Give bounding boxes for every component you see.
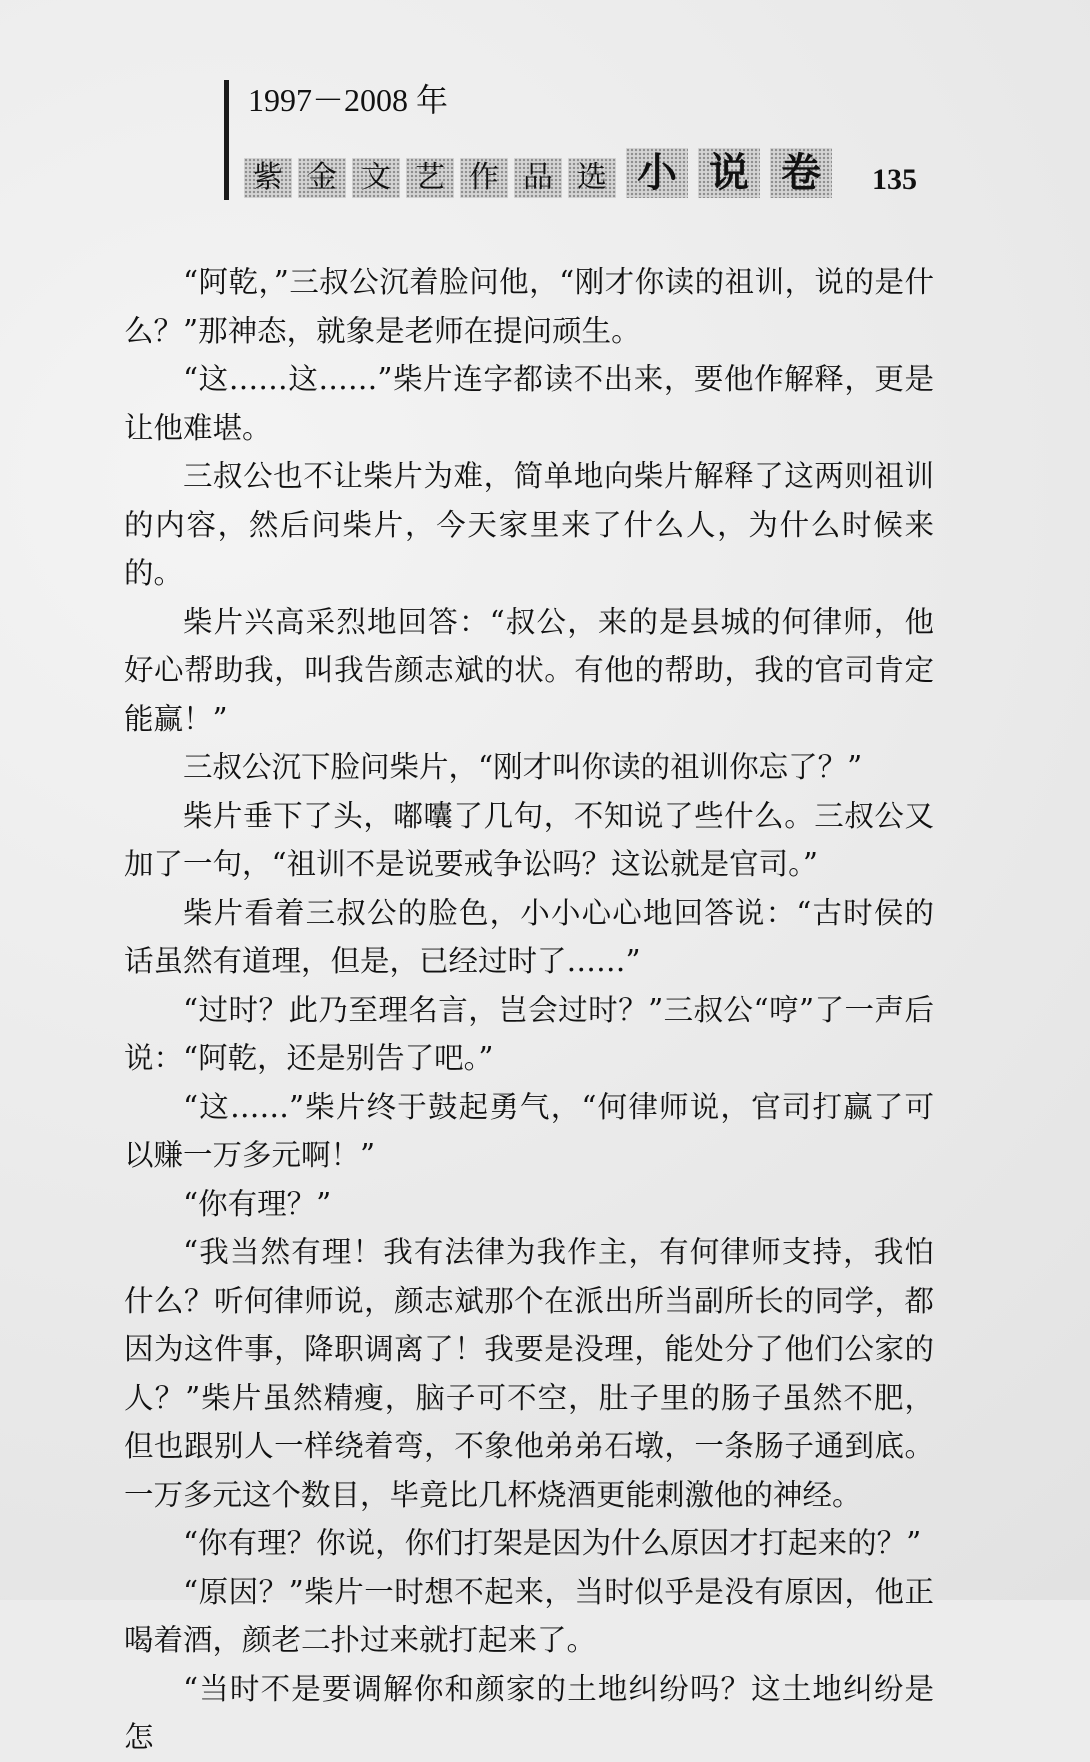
volume-char: 小 (626, 148, 688, 198)
body-text (124, 258, 934, 1762)
paragraph: “当时不是要调解你和颜家的土地纠纷吗？这土地纠纷是怎 (124, 1671, 934, 1754)
paragraph: 柴片兴高采烈地回答：“叔公，来的是县城的何律师，他好心帮助我，叫我告颜志斌的状。有他的帮助，我的官司肯定能赢！” (124, 604, 934, 736)
series-char: 选 (568, 158, 616, 198)
paragraph: “你有理？” (183, 1186, 332, 1221)
series-char: 品 (514, 158, 562, 198)
volume-char: 说 (698, 148, 760, 198)
paragraph: “原因？”柴片一时想不起来，当时似乎是没有原因，他正喝着酒，颜老二扑过来就打起来了。 (124, 1574, 934, 1657)
page-number: 135 (872, 163, 917, 196)
paragraph: “你有理？你说，你们打架是因为什么原因才打起来的？” (183, 1526, 922, 1560)
paragraph: 柴片看着三叔公的脸色，小小心心地回答说：“古时侯的话虽然有道理，但是，已经过时了……” (124, 895, 934, 978)
header-year-range: 1997－2008 年 (248, 82, 449, 118)
series-char: 文 (352, 158, 400, 198)
series-title (244, 148, 838, 198)
paragraph: “我当然有理！我有法律为我作主，有何律师支持，我怕什么？听何律师说，颜志斌那个在派出所当副所长的同学，都因为这件事，降职调离了！我要是没理，能处分了他们公家的人？”柴片虽然精瘦，脑子可不空，肚子里的肠子虽然不肥，但也跟别人一样绕着弯，不象他弟弟石墩，一条肠子通到底。一万多元这个数目，毕竟比几杯烧酒更能刺激他的神经。 (124, 1235, 934, 1512)
paragraph: 三叔公沉下脸问柴片，“刚才叫你读的祖训你忘了？” (183, 750, 863, 784)
series-char: 紫 (244, 158, 292, 198)
series-char: 金 (298, 158, 346, 198)
header-rule (224, 80, 229, 200)
paragraph: “阿乾，”三叔公沉着脸问他，“刚才你读的祖训，说的是什么？”那神态，就象是老师在提问顽生。 (124, 265, 934, 348)
paragraph: “过时？此乃至理名言，岂会过时？”三叔公“哼”了一声后说：“阿乾，还是别告了吧。” (124, 992, 934, 1075)
volume-char: 卷 (770, 148, 832, 198)
series-char: 作 (460, 158, 508, 198)
paragraph: 三叔公也不让柴片为难，简单地向柴片解释了这两则祖训的内容，然后问柴片，今天家里来了什么人，为什么时候来的。 (124, 459, 934, 590)
paragraph: 柴片垂下了头，嘟囔了几句，不知说了些什么。三叔公又加了一句，“祖训不是说要戒争讼吗？这讼就是官司。” (124, 798, 934, 881)
paragraph: “这……”柴片终于鼓起勇气，“何律师说，官司打赢了可以赚一万多元啊！” (124, 1089, 934, 1172)
series-char: 艺 (406, 158, 454, 198)
paragraph: “这……这……”柴片连字都读不出来，要他作解释，更是让他难堪。 (124, 362, 934, 445)
